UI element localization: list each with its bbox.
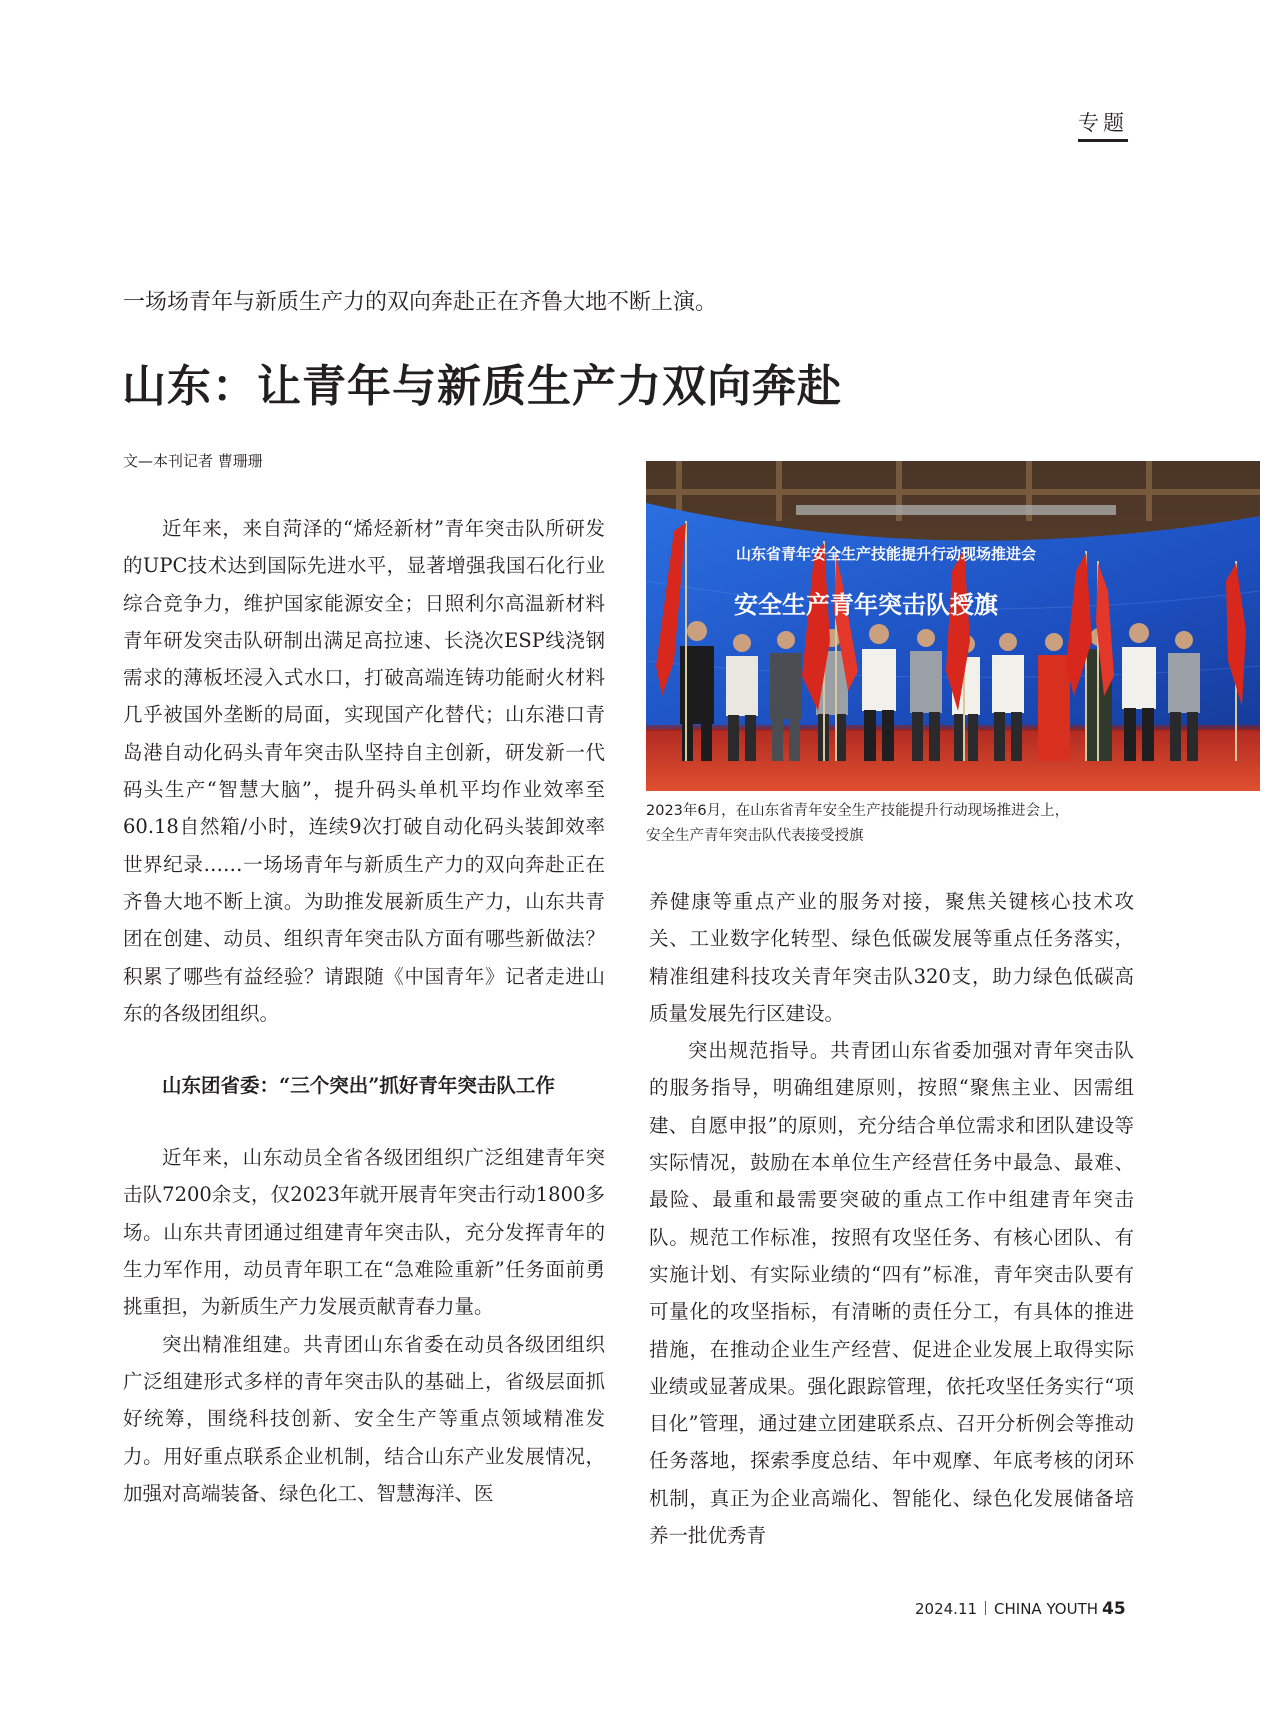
caption-line: 安全生产青年突击队代表接受授旗 <box>646 828 864 844</box>
body-paragraph: 近年来，山东动员全省各级团组织广泛组建青年突击队7200余支，仅2023年就开展青年突击行动1800多场。山东共青团通过组建青年突击队，充分发挥青年的生力军作用，动员青年职工在“急难险重新”任务面前勇挑重担，为新质生产力发展贡献青春力量。 <box>123 1146 605 1319</box>
page-number: 45 <box>1102 1599 1126 1619</box>
right-column <box>649 883 1134 1554</box>
left-column <box>123 510 605 1512</box>
screen-banner-text: 安全生产青年突击队授旗 <box>734 591 998 619</box>
event-photo <box>646 461 1260 791</box>
body-paragraph: 突出精准组建。共青团山东省委在动员各级团组织广泛组建形式多样的青年突击队的基础上，省级层面抓好统筹，围绕科技创新、安全生产等重点领域精准发力。用好重点联系企业机制，结合山东产业发展情况，加强对高端装备、绿色化工、智慧海洋、医 <box>123 1332 605 1505</box>
footer-divider <box>985 1601 986 1615</box>
photo-caption <box>646 799 1206 849</box>
section-label: 专题 <box>1078 110 1128 142</box>
flag-ceremony-image <box>646 461 1260 791</box>
issue-date: 2024.11 <box>915 1600 978 1618</box>
section-subhead: 山东团省委：“三个突出”抓好青年突击队工作 <box>162 1074 555 1098</box>
article-deck: 一场场青年与新质生产力的双向奔赴正在齐鲁大地不断上演。 <box>123 290 718 315</box>
magazine-name: CHINA YOUTH <box>994 1600 1099 1618</box>
body-paragraph: 突出规范指导。共青团山东省委加强对青年突击队的服务指导，明确组建原则，按照“聚焦主业、因需组建、自愿申报”的原则，充分结合单位需求和团队建设等实际情况，鼓励在本单位生产经营任务中最急、最难、最险、最重和最需要突破的重点工作中组建青年突击队。规范工作标准，按照有攻坚任务、有核心团队、有实施计划、有实际业绩的“四有”标准，青年突击队要有可量化的攻坚指标，有清晰的责任分工，有具体的推进措施，在推动企业生产经营、促进企业发展上取得实际业绩或显著成果。强化跟踪管理，依托攻坚任务实行“项目化”管理，通过建立团建联系点、召开分析例会等推动任务落地，探索季度总结、年中观摩、年底考核的闭环机制，真正为企业高端化、智能化、绿色化发展储备培养一批优秀青 <box>649 1039 1134 1548</box>
body-paragraph-continued: 养健康等重点产业的服务对接，聚焦关键核心技术攻关、工业数字化转型、绿色低碳发展等重点任务落实，精准组建科技攻关青年突击队320支，助力绿色低碳高质量发展先行区建设。 <box>649 890 1134 1025</box>
intro-paragraph: 近年来，来自菏泽的“烯烃新材”青年突击队所研发的UPC技术达到国际先进水平，显著增强我国石化行业综合竞争力，维护国家能源安全；日照利尔高温新材料青年研发突击队研制出满足高拉速、长浇次ESP线浇钢需求的薄板坯浸入式水口，打破高端连铸功能耐火材料几乎被国外垄断的局面，实现国产化替代；山东港口青岛港自动化码头青年突击队坚持自主创新，研发新一代码头生产“智慧大脑”，提升码头单机平均作业效率至60.18自然箱/小时，连续9次打破自动化码头装卸效率世界纪录……一场场青年与新质生产力的双向奔赴正在齐鲁大地不断上演。为助推发展新质生产力，山东共青团在创建、动员、组织青年突击队方面有哪些新做法？积累了哪些有益经验？请跟随《中国青年》记者走进山东的各级团组织。 <box>123 517 605 1025</box>
byline: 文—本刊记者 曹珊珊 <box>123 452 263 470</box>
caption-line: 2023年6月，在山东省青年安全生产技能提升行动现场推进会上， <box>646 803 1070 819</box>
screen-title-text: 山东省青年安全生产技能提升行动现场推进会 <box>736 545 1037 563</box>
page-footer <box>915 1598 1126 1620</box>
article-title: 山东：让青年与新质生产力双向奔赴 <box>122 361 842 412</box>
